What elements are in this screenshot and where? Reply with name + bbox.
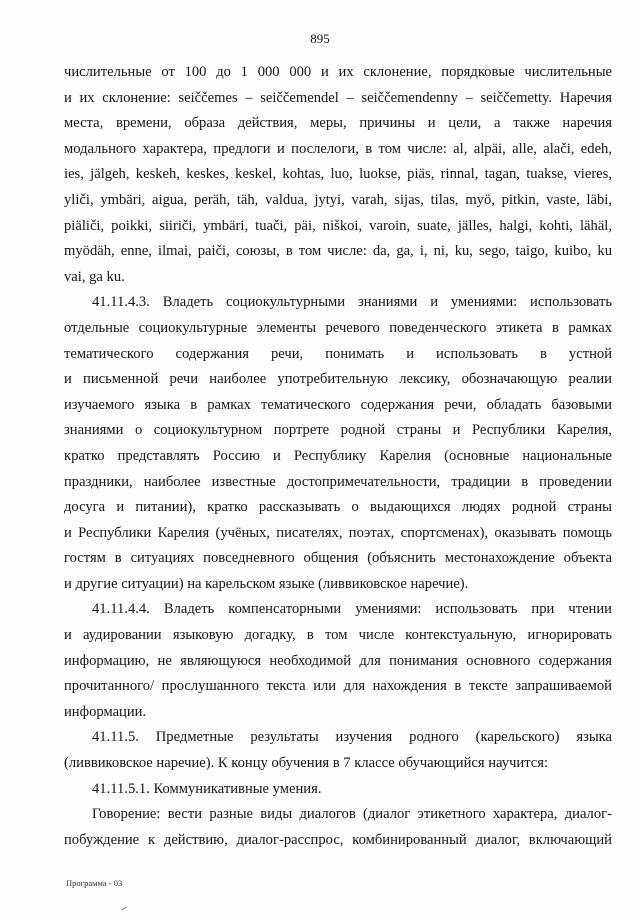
text-line: праздники, наиболее известные достопримечательности, традиции в проведении <box>64 473 612 490</box>
text-line: изучаемого языка в рамках тематического содержания речи, обладать базовыми <box>64 396 612 413</box>
text-line: vai, ga ku. <box>64 268 125 285</box>
footer-label: Программа - 03 <box>66 878 123 888</box>
text-line: и аудировании языковую догадку, в том числе контекстуальную, игнорировать <box>64 627 612 644</box>
text-line: piäliči, poikki, siiriči, ymbäri, tuači, päi, niškoi, varoin, suate, jälles, halgi, kohti, lähäl, <box>64 217 612 234</box>
text-line: 41.11.5. Предметные результаты изучения родного (карельского) языка <box>92 729 612 746</box>
body-text <box>64 60 612 853</box>
text-line: досуга и питании), кратко рассказывать о выдающихся людях родной страны <box>64 499 612 516</box>
text-line: гостям в ситуациях повседневного общения (объяснить местонахождение объекта <box>64 550 612 567</box>
text-line: числительные от 100 до 1 000 000 и их склонение, порядковые числительные <box>64 64 612 80</box>
text-line: и Республики Карелия (учёных, писателях, поэтах, спортсменах), оказывать помощь <box>64 524 612 541</box>
text-line: и письменной речи наиболее употребительную лексику, обозначающую реалии <box>64 371 612 388</box>
text-line: информации. <box>64 703 147 720</box>
page-number: 895 <box>310 31 330 46</box>
text-line: прочитанного/ прослушанного текста или для нахождения в тексте запрашиваемой <box>64 678 612 695</box>
text-line: (ливвиковское наречие). К концу обучения в 7 классе обучающийся научится: <box>64 755 549 772</box>
text-line: yliči, ymbäri, aigua, peräh, täh, valdua, jytyi, varah, sijas, tilas, myö, pitkin, vaste, läbi, <box>64 191 612 208</box>
text-line: myödäh, enne, ilmai, paiči, союзы, в том числе: da, ga, i, ni, ku, sego, taigo, kuibo, ku <box>64 243 612 260</box>
text-line: отдельные социокультурные элементы речевого поведенческого этикета в рамках <box>64 319 612 336</box>
text-line: места, времени, образа действия, меры, причины и цели, а также наречия <box>64 115 612 132</box>
scan-artifact <box>121 906 126 910</box>
text-line: ies, jälgeh, keskeh, keskes, keskel, kohtas, luo, luokse, piäs, rinnal, tagan, tuakse, vieres, <box>64 166 612 183</box>
text-line: тематического содержания речи, понимать и использовать в устной <box>64 345 612 362</box>
text-line: Говорение: вести разные виды диалогов (диалог этикетного характера, диалог- <box>92 806 612 823</box>
text-line: кратко представлять Россию и Республику Карелия (основные национальные <box>64 447 612 464</box>
text-line: знаниями о социокультурном портрете родной страны и Республики Карелия, <box>64 422 612 439</box>
text-line: и другие ситуации) на карельском языке (ливвиковское наречие). <box>64 575 469 592</box>
text-line: 41.11.5.1. Коммуникативные умения. <box>92 780 322 797</box>
text-line: информацию, не являющуюся необходимой для понимания основного содержания <box>64 652 612 669</box>
text-line: побуждение к действию, диалог-расспрос, комбинированный диалог, включающий <box>64 831 612 848</box>
text-line: 41.11.4.3. Владеть социокультурными знаниями и умениями: использовать <box>92 294 612 311</box>
text-line: модального характера, предлоги и послелоги, в том числе: al, alpäi, alle, alači, edeh, <box>64 140 612 157</box>
text-line: и их склонение: seiččemes – seiččemendel – seiččemendenny – seiččemetty. Наречия <box>64 89 612 106</box>
text-line: 41.11.4.4. Владеть компенсаторными умениями: использовать при чтении <box>92 601 612 618</box>
